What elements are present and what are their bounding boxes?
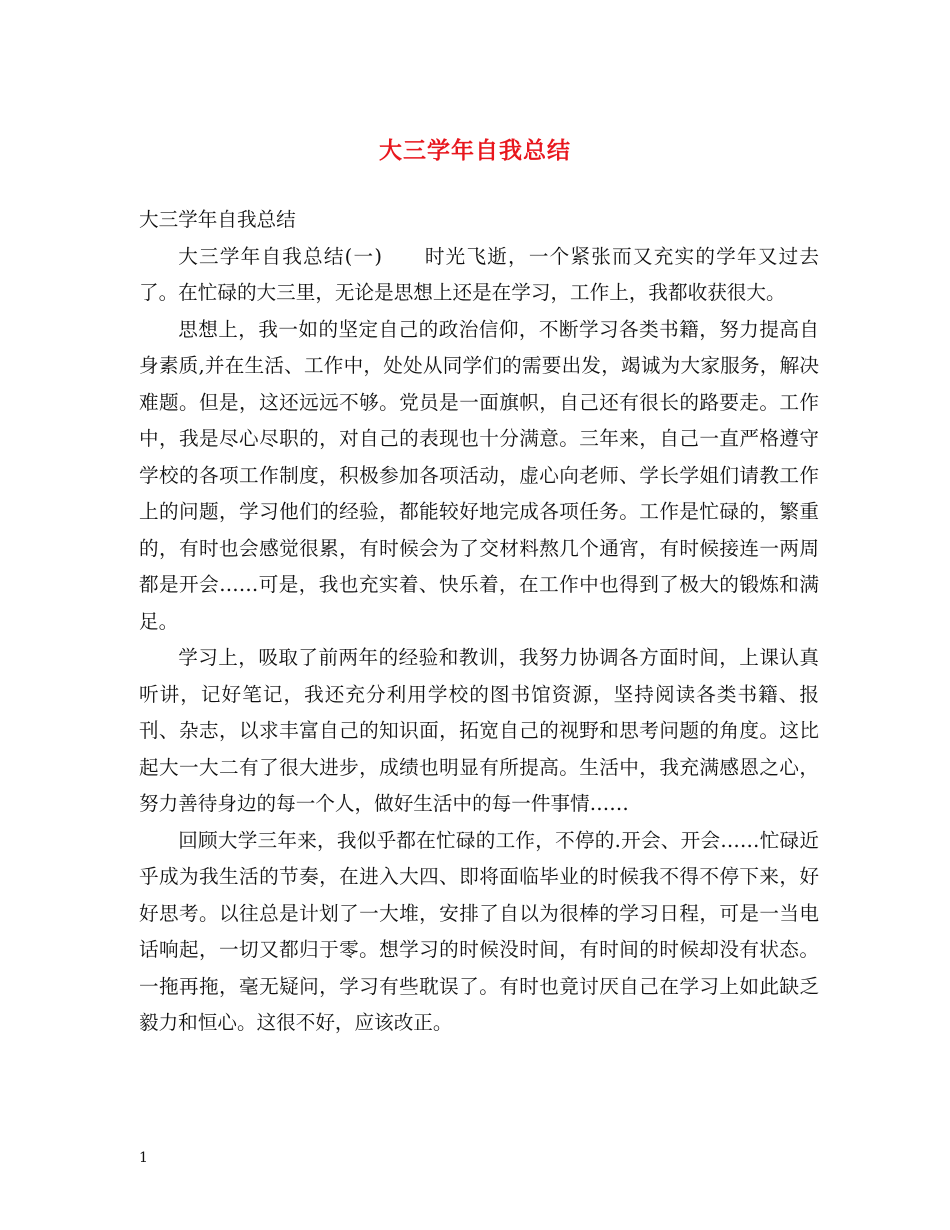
section-heading: 大三学年自我总结 <box>139 208 296 231</box>
paragraph-intro: 大三学年自我总结(一) 时光飞逝，一个紧张而又充实的学年又过去了。在忙碌的大三里，无论是思想上还是在学习，工作上，我都收获很大。 <box>139 244 819 304</box>
paragraph-review: 回顾大学三年来，我似乎都在忙碌的工作，不停的.开会、开会……忙碌近乎成为我生活的节奏，在进入大四、即将面临毕业的时候我不得不停下来，好好思考。以往总是计划了一大堆，安排了自以为很棒的学习日程，可是一当电话响起，一切又都归于零。想学习的时候没时间，有时间的时候却没有状态。一拖再拖，毫无疑问，学习有些耽误了。有时也竟讨厌自己在学习上如此缺乏毅力和恒心。这很不好，应该改正。 <box>139 828 819 1034</box>
paragraph-thought-work: 思想上，我一如的坚定自己的政治信仰，不断学习各类书籍，努力提高自身素质,并在生活、工作中，处处从同学们的需要出发，竭诚为大家服务，解决难题。但是，这还远远不够。党员是一面旗帜，自己还有很长的路要走。工作中，我是尽心尽职的，对自己的表现也十分满意。三年来，自己一直严格遵守学校的各项工作制度，积极参加各项活动，虚心向老师、学长学姐们请教工作上的问题，学习他们的经验，都能较好地完成各项任务。工作是忙碌的，繁重的，有时也会感觉很累，有时候会为了交材料熬几个通宵，有时候接连一两周都是开会……可是，我也充实着、快乐着，在工作中也得到了极大的锻炼和满足。 <box>139 317 819 633</box>
document-title: 大三学年自我总结 <box>379 137 571 164</box>
page-number: 1 <box>139 1150 148 1166</box>
paragraph-study-life: 学习上，吸取了前两年的经验和教训，我努力协调各方面时间，上课认真听讲，记好笔记，我还充分利用学校的图书馆资源，坚持阅读各类书籍、报刊、杂志，以求丰富自己的知识面，拓宽自己的视野和思考问题的角度。这比起大一大二有了很大进步，成绩也明显有所提高。生活中，我充满感恩之心，努力善待身边的每一个人，做好生活中的每一件事情…… <box>139 646 819 815</box>
document-body <box>139 202 819 1042</box>
